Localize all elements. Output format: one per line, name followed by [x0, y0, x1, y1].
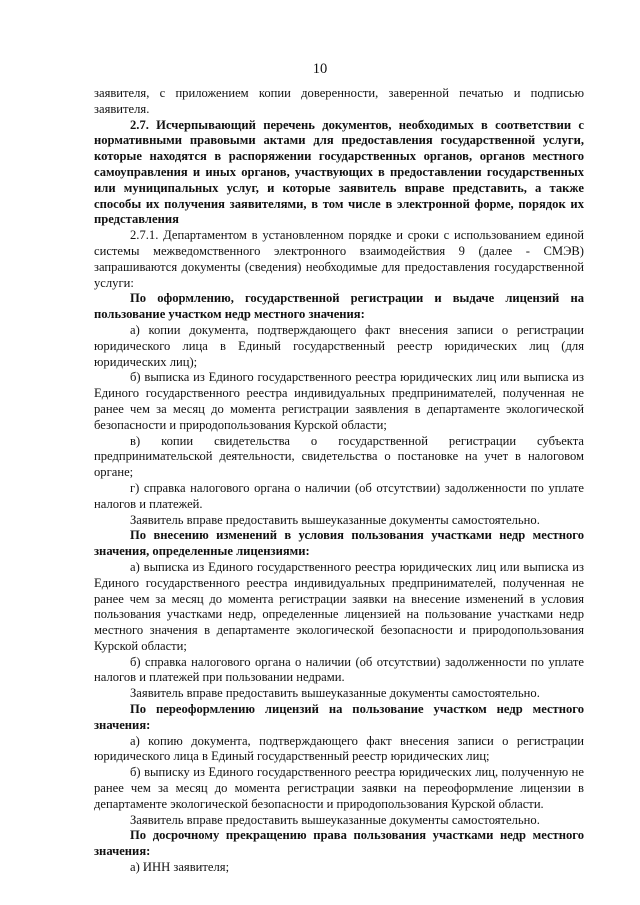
paragraph: заявителя, с приложением копии доверенности, заверенной печатью и подписью заявителя. [94, 86, 584, 116]
paragraph: Заявитель вправе предоставить вышеуказанные документы самостоятельно. [130, 812, 540, 827]
list-item: г) справка налогового органа о наличии (об отсутствии) задолженности по уплате налогов и платежей. [94, 480, 584, 511]
document-body [94, 86, 584, 876]
subsection-heading: По внесению изменений в условия пользования участками недр местного значения, определенные лицензиями: [94, 528, 584, 559]
page-number: 10 [312, 61, 328, 77]
list-item: в) копии свидетельства о государственной регистрации субъекта предпринимательской деятельности, свидетельства о постановке на учет в налоговом органе; [94, 433, 584, 480]
section-heading: 2.7. Исчерпывающий перечень документов, необходимых в соответствии с нормативными правовыми актами для предоставления государственной услуги, которые находятся в распоряжении государственных органов, органов местного самоуправления и иных органов, участвующих в предоставлении государственных или муниципальных услуг, и которые заявитель вправе представить, а также способы их получения заявителями, в том числе в электронной форме, порядок их представления [94, 117, 584, 227]
subsection-heading: По оформлению, государственной регистрации и выдаче лицензий на пользование участком недр местного значения: [94, 291, 584, 322]
list-item: а) копии документа, подтверждающего факт внесения записи о регистрации юридического лица в Единый государственный реестр юридических лиц (для юридических лиц); [94, 322, 584, 369]
list-item: б) справка налогового органа о наличии (об отсутствии) задолженности по уплате налогов и платежей при пользовании недрами. [94, 654, 584, 685]
paragraph: Заявитель вправе предоставить вышеуказанные документы самостоятельно. [130, 686, 540, 701]
list-item: а) выписка из Единого государственного реестра юридических лиц или выписка из Единого государственного реестра индивидуальных предпринимателей, полученная не ранее чем за месяц до момента регистрации заявки на внесение изменений в условия пользования участками недр, определенные лицензией на пользование участками недр местного значения в департаменте экологической безопасности и природопользования Курской области; [94, 559, 584, 653]
subsection-heading: По досрочному прекращению права пользования участками недр местного значения: [94, 828, 584, 859]
list-item: а) копию документа, подтверждающего факт внесения записи о регистрации юридического лица в Единый государственный реестр юридических лиц; [94, 733, 584, 764]
list-item: б) выписка из Единого государственного реестра юридических лиц или выписка из Единого государственного реестра индивидуальных предпринимателей, полученная не ранее чем за месяц до момента регистрации заявления в департаменте экологической безопасности и природопользования Курской области; [94, 370, 584, 432]
subsection-heading: По переоформлению лицензий на пользование участком недр местного значения: [94, 702, 584, 732]
paragraph: Заявитель вправе предоставить вышеуказанные документы самостоятельно. [130, 512, 540, 527]
paragraph: 2.7.1. Департаментом в установленном порядке и сроки с использованием единой системы межведомственного электронного взаимодействия 9 (далее - СМЭВ) запрашиваются документы (сведения) необходимые для предоставления государственной услуги: [94, 228, 584, 290]
list-item: а) ИНН заявителя; [130, 860, 230, 875]
list-item: б) выписку из Единого государственного реестра юридических лиц, полученную не ранее чем за месяц до момента регистрации заявки на переоформление лицензии в департаменте экологической безопасности и природопользования Курской области. [94, 765, 584, 811]
